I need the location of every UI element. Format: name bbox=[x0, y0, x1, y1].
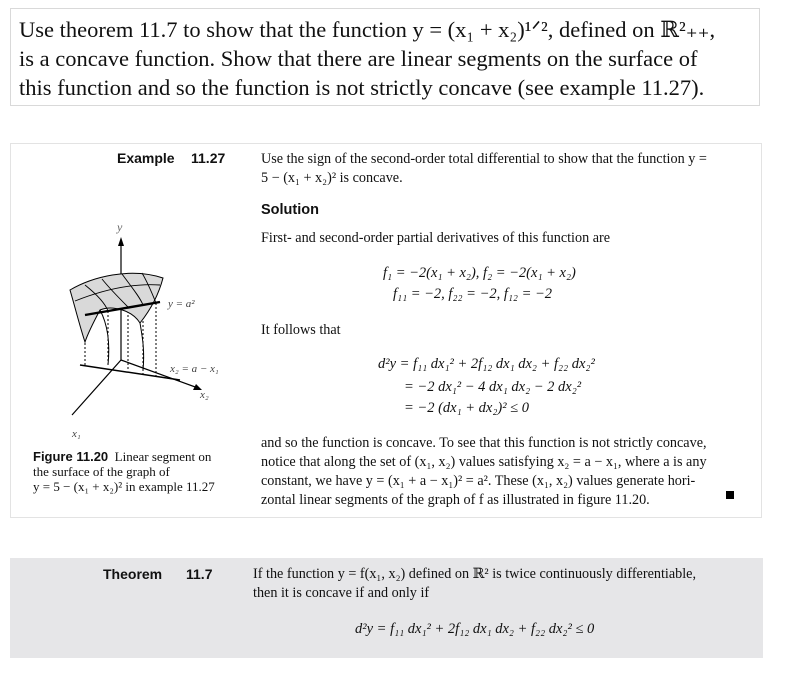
problem-statement bbox=[10, 8, 760, 106]
figure-caption-label: Figure 11.20 bbox=[33, 449, 109, 464]
differential-line-2: = −2 dx₁² − 4 dx₁ dx₂ − 2 dx₂² bbox=[404, 379, 582, 395]
figure-caption bbox=[33, 449, 248, 494]
solution-heading: Solution bbox=[261, 202, 319, 218]
partials-equation-1: f₁ = −2(x₁ + x₂), f₂ = −2(x₁ + x₂) bbox=[383, 265, 576, 281]
figure-11-20-surface-plot bbox=[30, 215, 255, 440]
conclusion-line-2: notice that along the set of (x₁, x₂) values satisfying x₂ = a − x₁, where a is any bbox=[261, 454, 707, 470]
solution-text: First- and second-order partial derivatives of this function are bbox=[261, 230, 611, 246]
figure-caption-line-3: y = 5 − (x₁ + x₂)² in example 11.27 bbox=[33, 479, 215, 494]
follows-text: It follows that bbox=[261, 322, 341, 338]
theorem-condition: d²y = f₁₁ dx₁² + 2f₁₂ dx₁ dx₂ + f₂₂ dx₂² ≤ 0 bbox=[355, 621, 595, 637]
conclusion-text bbox=[261, 434, 741, 510]
y-axis-arrow bbox=[118, 237, 124, 246]
theorem-number: 11.7 bbox=[186, 566, 213, 582]
example-label: Example bbox=[117, 150, 175, 166]
concave-surface bbox=[70, 273, 163, 342]
example-intro-line-2: 5 − (x₁ + x₂)² is concave. bbox=[261, 170, 403, 186]
problem-line-3: this function and so the function is not strictly concave (see example 11.27). bbox=[19, 75, 705, 100]
end-of-example-mark bbox=[726, 491, 734, 499]
partials-equation-2: f₁₁ = −2, f₂₂ = −2, f₁₂ = −2 bbox=[393, 286, 553, 302]
base-line-x2-eq-a-minus-x1 bbox=[80, 365, 180, 380]
figure-caption-line-1: Linear segment on bbox=[114, 449, 212, 464]
conclusion-line-1: and so the function is concave. To see that this function is not strictly concave, bbox=[261, 435, 707, 451]
theorem-statement bbox=[253, 565, 753, 603]
axis-label-y: y bbox=[117, 220, 123, 234]
problem-line-2: is a concave function. Show that there are linear segments on the surface of bbox=[19, 46, 698, 71]
example-number: 11.27 bbox=[191, 150, 226, 166]
problem-line-1: Use theorem 11.7 to show that the function y = (x₁ + x₂)¹ᐟ², defined on ℝ²₊₊, bbox=[19, 17, 716, 42]
axis-label-x2: x₂ bbox=[200, 389, 209, 401]
conclusion-line-3: constant, we have y = (x₁ + a − x₁)² = a². These (x₁, x₂) values generate hori- bbox=[261, 473, 696, 489]
axis-label-x1: x₁ bbox=[72, 428, 81, 440]
example-intro bbox=[261, 150, 741, 188]
theorem-line-1: If the function y = f(x₁, x₂) defined on ℝ² is twice continuously differentiable, bbox=[253, 566, 697, 582]
differential-line-3: = −2 (dx₁ + dx₂)² ≤ 0 bbox=[404, 400, 530, 416]
surface-edge-left bbox=[100, 310, 109, 365]
label-y-equals-a-squared: y = a² bbox=[168, 298, 195, 310]
theorem-label: Theorem bbox=[103, 566, 163, 582]
differential-line-1: d²y = f₁₁ dx₁² + 2f₁₂ dx₁ dx₂ + f₂₂ dx₂² bbox=[378, 356, 595, 372]
conclusion-line-4: zontal linear segments of the graph of f as illustrated in figure 11.20. bbox=[261, 492, 650, 508]
x1-axis bbox=[72, 360, 121, 415]
theorem-line-2: then it is concave if and only if bbox=[253, 585, 430, 601]
example-intro-line-1: Use the sign of the second-order total differential to show that the function y = bbox=[261, 151, 707, 167]
label-x2-equals-a-minus-x1: x₂ = a − x₁ bbox=[170, 363, 219, 375]
figure-caption-line-2: the surface of the graph of bbox=[33, 464, 170, 479]
